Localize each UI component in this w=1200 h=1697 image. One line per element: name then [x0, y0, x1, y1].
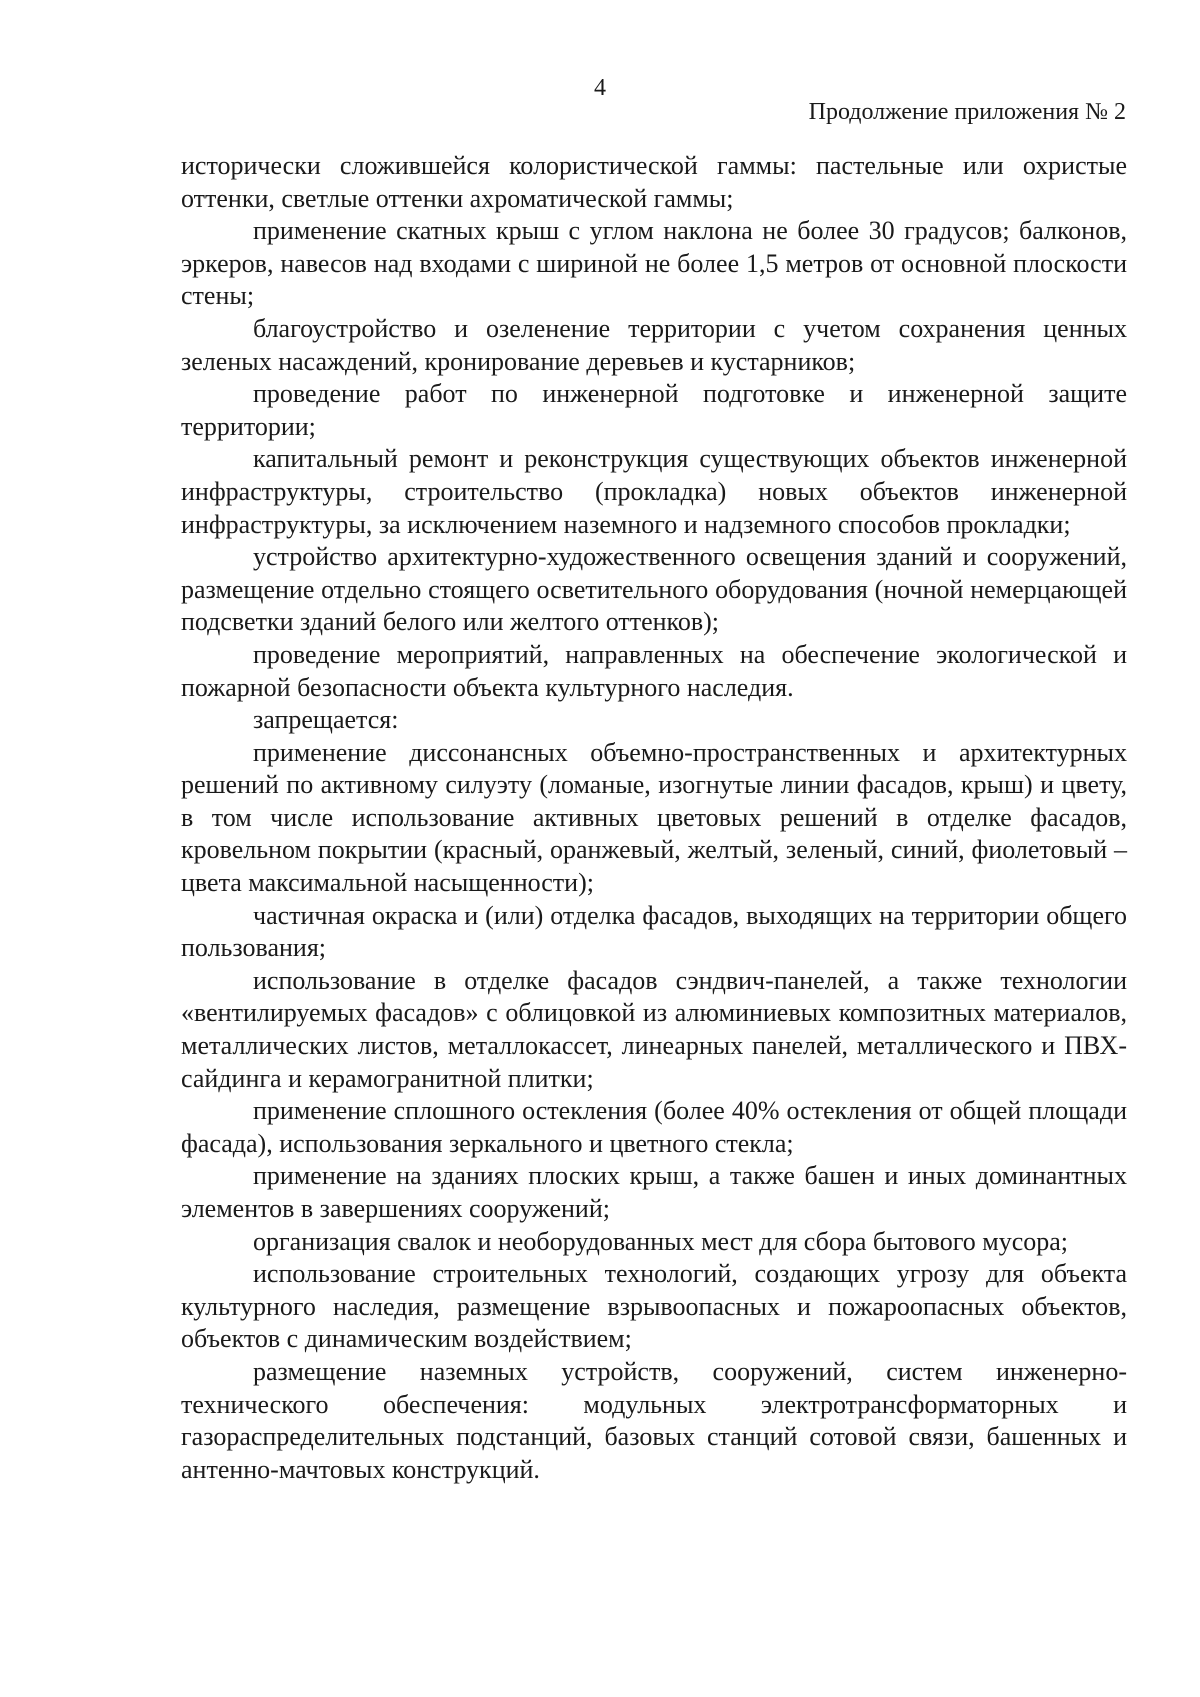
document-body: [181, 150, 1127, 1486]
paragraph: организация свалок и необорудованных мест для сбора бытового мусора;: [253, 1226, 1069, 1256]
paragraph: устройство архитектурно-художественного освещения зданий и сооружений, размещение отдельно стоящего осветительного оборудования (ночной немерцающей подсветки зданий белого или желтого оттенков);: [181, 542, 1127, 637]
paragraph: применение сплошного остекления (более 40% остекления от общей площади фасада), использования зеркального и цветного стекла;: [181, 1096, 1127, 1158]
page-number: 4: [594, 75, 606, 101]
appendix-continuation-note: Продолжение приложения № 2: [808, 99, 1126, 125]
paragraph: капитальный ремонт и реконструкция существующих объектов инженерной инфраструктуры, строительство (прокладка) новых объектов инженерной инфраструктуры, за исключением наземного и надземного способов прокладки;: [181, 444, 1127, 539]
paragraph: частичная окраска и (или) отделка фасадов, выходящих на территории общего пользования;: [181, 900, 1127, 963]
paragraph: использование в отделке фасадов сэндвич-панелей, а также технологии «вентилируемых фасадов» с облицовкой из алюминиевых композитных материалов, металлических листов, металлокассет, линеарных панелей, металлического и ПВХ-сайдинга и керамогранитной плитки;: [181, 965, 1127, 1093]
paragraph: исторически сложившейся колористической гаммы: пастельные или охристые оттенки, светлые оттенки ахроматической гаммы;: [181, 151, 1127, 213]
paragraph: использование строительных технологий, создающих угрозу для объекта культурного наследия, размещение взрывоопасных и пожароопасных объектов, объектов с динамическим воздействием;: [181, 1259, 1127, 1354]
paragraph: применение диссонансных объемно-пространственных и архитектурных решений по активному силуэту (ломаные, изогнутые линии фасадов, крыш) и цвету, в том числе использование активных цветовых решений в отделке фасадов, кровельном покрытии (красный, оранжевый, желтый, зеленый, синий, фиолетовый – цвета максимальной насыщенности);: [181, 737, 1127, 898]
paragraph: благоустройство и озеленение территории с учетом сохранения ценных зеленых насаждений, кронирование деревьев и кустарников;: [181, 313, 1127, 376]
paragraph: размещение наземных устройств, сооружений, систем инженерно-технического обеспечения: модульных электротрансформаторных и газораспределительных подстанций, базовых станций сотовой связи, башенных и антенно-мачтовых конструкций.: [181, 1356, 1127, 1484]
section-label: запрещается:: [253, 705, 399, 735]
paragraph: проведение работ по инженерной подготовке и инженерной защите территории;: [181, 379, 1127, 441]
paragraph: применение на зданиях плоских крыш, а также башен и иных доминантных элементов в завершениях сооружений;: [181, 1161, 1127, 1223]
paragraph: применение скатных крыш с углом наклона не более 30 градусов; балконов, эркеров, навесов над входами с шириной не более 1,5 метров от основной плоскости стены;: [181, 216, 1127, 311]
paragraph: проведение мероприятий, направленных на обеспечение экологической и пожарной безопасности объекта культурного наследия.: [181, 639, 1127, 702]
